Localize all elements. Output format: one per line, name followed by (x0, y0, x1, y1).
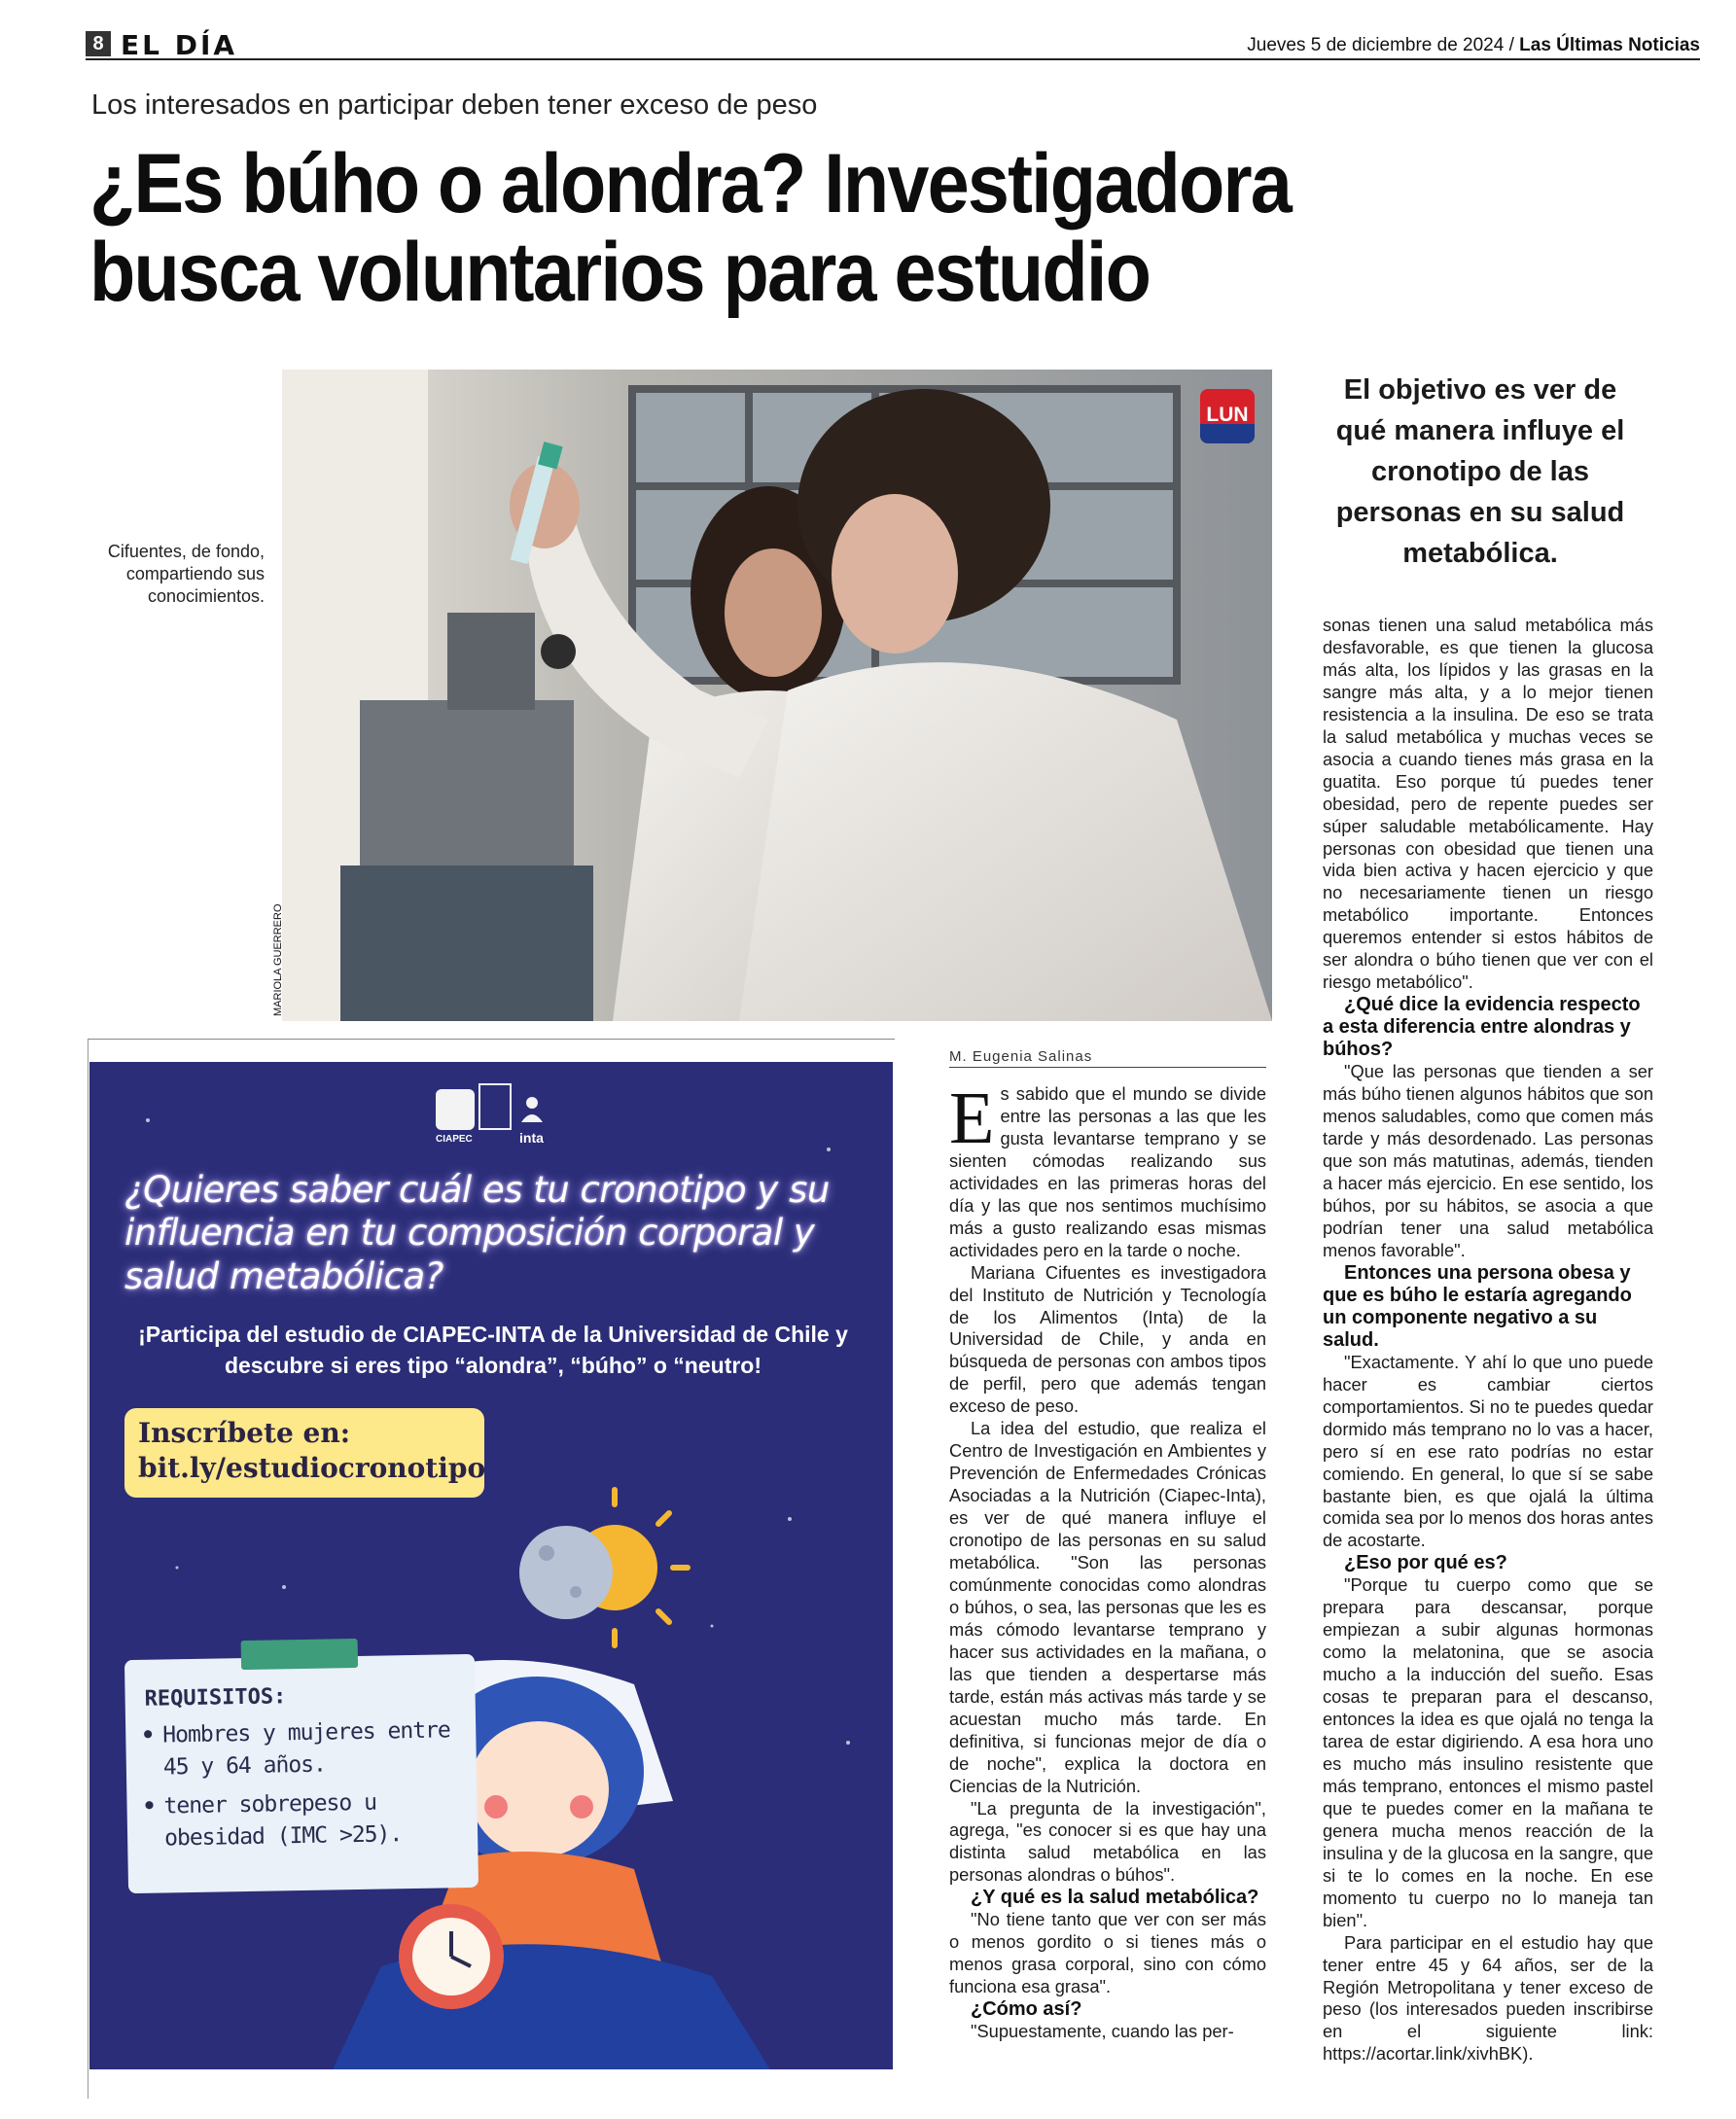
poster-question: ¿Quieres saber cuál es tu cronotipo y su influencia en tu composición corporal y salud metabólica? (124, 1169, 830, 1297)
body-paragraph: La idea del estudio, que realiza el Centro de Investigación en Ambientes y Prevención de Enfermedades Crónicas Asociadas a la Nutrición (Ciapec-Inta), es ver de qué manera influye el cronotipo de las personas en su salud metabólica. "Son las personas comúnmente conocidas como alondras o búhos, o sea, las personas que les es más cómodo levantarse temprano y hacer sus actividades en la mañana, o las que tienden a despertarse más tarde, están más activas más tarde y se acuestan mucho más tarde. En definitiva, si funcionas mejor de día o de noche", explica la doctora en Ciencias de la Nutrición. (949, 1418, 1266, 1796)
body-paragraph: sonas tienen una salud metabólica más desfavorable, es que tienen la glucosa más alta, los lípidos y las grasas en la sangre más alta, y a lo mejor tienen resistencia a la insulina. De eso se trata la salud metabólica y muchas veces se asocia a cuando tienes más grasa en la guatita. Eso porque tú puedes tener obesidad, pero de repente puedes ser súper saludable metabólicamente. Hay personas con obesidad que tienen una vida bien activa y hacen ejercicio y que no necesariamente tienen un riesgo metabólico importante. Entonces queremos entender si estos hábitos de ser alondra o búho tienen que ver con el riesgo metabólico". (1323, 615, 1653, 993)
inta-logo (515, 1093, 549, 1126)
inta-logo-text: inta (519, 1130, 544, 1146)
body-paragraph: "Supuestamente, cuando las per- (971, 2021, 1234, 2042)
requirement-item: • tener sobrepeso u obesidad (IMC >25). (140, 1785, 462, 1855)
issue-date: Jueves 5 de diciembre de 2024 (1247, 35, 1505, 55)
lun-badge-text: LUN (1206, 404, 1249, 426)
lun-badge (1200, 389, 1255, 443)
lab-equipment (360, 700, 574, 875)
blanket (333, 1944, 770, 2069)
wristwatch (541, 634, 576, 669)
section-name: EL DÍA (121, 29, 238, 61)
poster-logos (436, 1079, 552, 1149)
article-column-2 (1323, 615, 1653, 2066)
lab-equipment-base (340, 865, 593, 1021)
headline-line-2: busca voluntarios para estudio (89, 226, 1151, 320)
body-paragraph: "Porque tu cuerpo como que se prepara para descansar, porque empiezan a subir algunas hormonas como la melatonina, que se asocia mucho a la inducción del sueño. Esas cosas te preparan para el descanso, entonces la idea es que ojalá no tenga la tarea de estar digiriendo. A esa hora uno es mucho más insulino resistente que más temprano, entonces el mismo pastel que te puedes comer en la mañana te genera mucha menos reacción de la insulina y de la glucosa en la sangre, que si te lo comes en la noche. En ese momento tu cuerpo no lo maneja tan bien". (1323, 1574, 1653, 1930)
headline-line-1: ¿Es búho o alondra? Investigadora (89, 137, 1292, 230)
signup-label: Inscríbete en: (138, 1417, 351, 1449)
interview-question: ¿Y qué es la salud metabólica? (971, 1887, 1259, 1909)
requirements-list (139, 1714, 462, 1855)
body-paragraph: "No tiene tanto que ver con ser más o menos gordito o si tienes más o menos grasa corporal, sino con cómo funciona esa grasa". (949, 1909, 1266, 1997)
article-photo (282, 370, 1272, 1021)
requirements-title: REQUISITOS: (144, 1684, 287, 1712)
body-paragraph: "Que las personas que tienden a ser más búho tienen algunos hábitos que son menos saludables, como que comen más tarde y más desordenado. Las personas que son más matutinas, además, tienden a hacer más ejercicio. En ese sentido, los búhos, por su hábitos, se asocia a que podrían tener una salud metabólica menos favorable". (1323, 1061, 1653, 1260)
lab-equipment-top (447, 613, 535, 710)
ciapec-logo (436, 1089, 475, 1130)
interview-question: Entonces una persona obesa y que es búho le estaría agregando un componente negativo a su salud. (1323, 1261, 1632, 1351)
requirement-item: • Hombres y mujeres entre 45 y 64 años. (139, 1714, 461, 1784)
photo-credit: MARIOLA GUERRERO (272, 903, 284, 1016)
ciapec-logo-text: CIAPEC (436, 1134, 473, 1145)
drop-cap: E (949, 1077, 995, 1159)
interview-question: ¿Eso por qué es? (1344, 1552, 1507, 1574)
researcher-face (725, 548, 822, 677)
interview-question: ¿Qué dice la evidencia respecto a esta diferencia entre alondras y búhos? (1323, 994, 1641, 1061)
study-poster (89, 1062, 893, 2069)
signup-link[interactable]: bit.ly/estudiocronotipo (138, 1452, 486, 1485)
girl-face (469, 1721, 609, 1857)
body-paragraph: "La pregunta de la investigación", agrega, "es conocer si es que hay una distinta salud metabólica en las personas alondras o búhos". (949, 1797, 1266, 1886)
pull-quote: El objetivo es ver de qué manera influye el cronotipo de las personas en su salud metabólica. (1335, 374, 1625, 570)
photo-caption: Cifuentes, de fondo, compartiendo sus conocimientos. (107, 542, 265, 607)
date-separator: / (1508, 35, 1514, 55)
body-paragraph: "Exactamente. Y ahí lo que uno puede hacer es cambiar ciertos comportamientos. Si no te puedes quedar dormido más temprano no lo vas a hacer, pero sí en ese rato podrías no estar comiendo. En general, lo que sí se sabe bastante bien, es que ojalá la última comida sea por lo menos dos horas antes de acostarte. (1323, 1351, 1653, 1551)
page-header (86, 29, 1700, 60)
article-kicker: Los interesados en participar deben tener exceso de peso (91, 89, 818, 121)
publication-name: Las Últimas Noticias (1519, 35, 1700, 55)
lead-paragraph: Es sabido que el mundo se divide entre las personas a las que les gusta levantarse temprano y se sienten cómodas realizando sus actividades en las primeras horas del día y las que nos sentimos muchísimo más a gusto realizando esas mismas actividades pero en la tarde o noche. (949, 1077, 1266, 1260)
requirements-card (124, 1654, 478, 1893)
body-paragraph: Mariana Cifuentes es investigadora del Instituto de Nutrición y Tecnología de los Alimentos (Inta) de la Universidad de Chile, y anda en búsqueda de personas con ambos tipos de perfil, pero que además tengan exceso de peso. (949, 1261, 1266, 1417)
tape-icon (241, 1639, 359, 1670)
article-headline (89, 137, 1525, 320)
interview-question: ¿Cómo así? (971, 1998, 1082, 2021)
signup-box (124, 1408, 484, 1498)
student-face (832, 494, 958, 653)
issue-date-line (1247, 35, 1700, 56)
page-number: 8 (86, 31, 111, 56)
uchile-logo (478, 1083, 512, 1130)
byline: M. Eugenia Salinas (949, 1048, 1266, 1068)
lab-photo-illustration (282, 370, 1272, 1021)
body-paragraph: Para participar en el estudio hay que tener entre 45 y 64 años, ser de la Región Metropolitana y tener exceso de peso (los interesados pueden inscribirse en el siguiente link: https://acortar.link/xivhBK). (1323, 1931, 1653, 2065)
lun-badge-stripe (1200, 424, 1255, 443)
moon-icon (519, 1526, 613, 1619)
poster-cta: ¡Participa del estudio de CIAPEC-INTA de la Universidad de Chile y descubre si eres tipo “alondra”, “búho” o “neutro! (138, 1322, 848, 1379)
article-column-1 (949, 1077, 1266, 2043)
